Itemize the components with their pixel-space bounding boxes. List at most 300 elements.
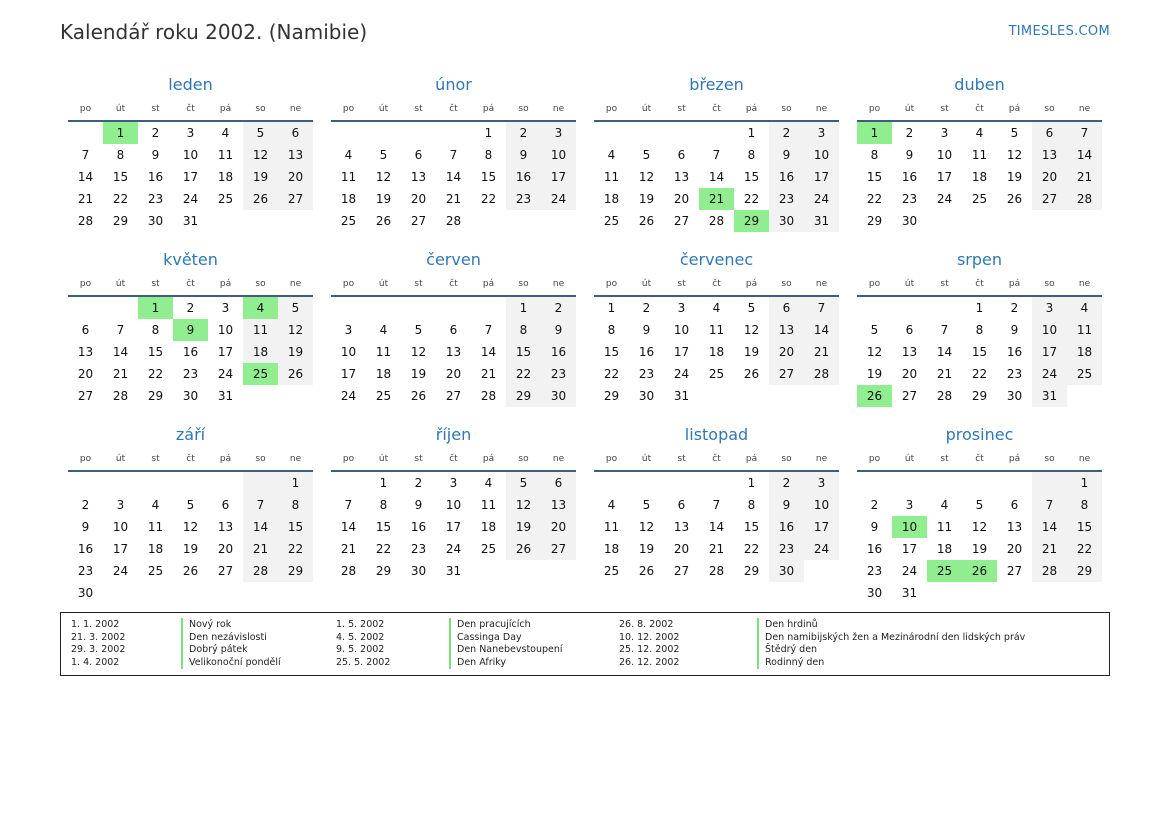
- days-grid: [857, 122, 1102, 232]
- day-cell: 23: [769, 538, 804, 560]
- day-cell: 28: [1032, 560, 1067, 582]
- holiday-name: Den hrdinů: [757, 618, 818, 631]
- day-cell: 7: [81, 148, 90, 162]
- day-cell: 5: [975, 498, 984, 512]
- day-cell: 21: [1032, 538, 1067, 560]
- empty-cell: [997, 472, 1032, 494]
- day-cell: 30: [1006, 389, 1023, 403]
- day-cell: 16: [506, 166, 541, 188]
- day-cell: 25: [375, 389, 392, 403]
- weekday-label: čt: [186, 104, 195, 114]
- day-cell: 13: [673, 170, 690, 184]
- day-cell: 22: [278, 538, 313, 560]
- day-cell: 12: [243, 144, 278, 166]
- day-cell: 1: [278, 472, 313, 494]
- day-cell: 17: [1032, 341, 1067, 363]
- weekday-label: ne: [815, 279, 828, 289]
- day-cell: 8: [870, 148, 879, 162]
- day-cell: 17: [673, 345, 690, 359]
- day-cell: 8: [379, 498, 388, 512]
- weekday-header: [594, 273, 839, 297]
- weekday-label: so: [518, 104, 529, 114]
- day-cell: 20: [541, 516, 576, 538]
- day-cell: 7: [243, 494, 278, 516]
- day-cell: 30: [77, 586, 94, 600]
- day-cell: 20: [1032, 166, 1067, 188]
- day-cell: 19: [182, 542, 199, 556]
- day-cell: 26: [278, 363, 313, 385]
- weekday-label: út: [115, 454, 126, 464]
- holiday-name: Nový rok: [181, 618, 231, 631]
- weekday-label: po: [605, 454, 618, 464]
- day-cell: 19: [866, 367, 883, 381]
- day-cell: 30: [182, 389, 199, 403]
- day-cell: 31: [901, 586, 918, 600]
- empty-cell: [1067, 582, 1102, 604]
- day-cell: 9: [1010, 323, 1019, 337]
- day-cell: 8: [506, 319, 541, 341]
- empty-cell: [629, 472, 664, 494]
- day-cell: 11: [480, 498, 497, 512]
- weekday-label: so: [255, 104, 266, 114]
- days-grid: [594, 472, 839, 582]
- weekday-label: pá: [482, 454, 495, 464]
- day-cell: 12: [182, 520, 199, 534]
- day-cell: 15: [866, 170, 883, 184]
- empty-cell: [1032, 582, 1067, 604]
- weekday-label: ne: [815, 104, 828, 114]
- weekday-header: [857, 273, 1102, 297]
- day-cell: 1: [607, 301, 616, 315]
- day-cell: 6: [449, 323, 458, 337]
- days-grid: [857, 472, 1102, 604]
- day-cell: 28: [1067, 188, 1102, 210]
- month-0: [68, 72, 313, 247]
- day-cell: 24: [804, 538, 839, 560]
- empty-cell: [471, 560, 506, 582]
- day-cell: 6: [905, 323, 914, 337]
- day-cell: 19: [743, 345, 760, 359]
- day-cell: 11: [217, 148, 234, 162]
- day-cell: 12: [278, 319, 313, 341]
- day-cell: 14: [804, 319, 839, 341]
- day-cell: 1: [484, 126, 493, 140]
- empty-cell: [331, 122, 366, 144]
- weekday-label: st: [940, 454, 949, 464]
- month-name: červenec: [679, 250, 754, 269]
- day-cell: 10: [936, 148, 953, 162]
- day-cell: 23: [541, 363, 576, 385]
- weekday-label: so: [518, 279, 529, 289]
- day-cell: 18: [217, 170, 234, 184]
- day-cell: 14: [340, 520, 357, 534]
- day-cell: 17: [541, 166, 576, 188]
- day-cell: 14: [480, 345, 497, 359]
- day-cell: 8: [1067, 494, 1102, 516]
- day-cell: 16: [541, 341, 576, 363]
- day-cell: 28: [243, 560, 278, 582]
- day-cell: 24: [217, 367, 234, 381]
- day-cell: 28: [936, 389, 953, 403]
- month-1: [331, 72, 576, 247]
- day-cell: 12: [638, 520, 655, 534]
- day-cell: 15: [1067, 516, 1102, 538]
- day-cell: 25: [708, 367, 725, 381]
- day-cell: 14: [77, 170, 94, 184]
- month-name: prosinec: [945, 425, 1014, 444]
- holiday-name: Dobrý pátek: [181, 643, 248, 656]
- weekday-label: st: [414, 279, 423, 289]
- day-cell: 9: [541, 319, 576, 341]
- holiday-date: 1. 1. 2002: [71, 619, 120, 630]
- day-cell: 26: [506, 538, 541, 560]
- day-cell: 31: [804, 210, 839, 232]
- day-cell: 20: [217, 542, 234, 556]
- day-cell: 25: [971, 192, 988, 206]
- day-cell: 26: [410, 389, 427, 403]
- day-cell: 9: [642, 323, 651, 337]
- empty-cell: [68, 297, 103, 319]
- day-cell: 5: [642, 148, 651, 162]
- day-cell: 9: [506, 144, 541, 166]
- weekday-header: [68, 273, 313, 297]
- weekday-label: pá: [745, 279, 758, 289]
- holiday-name: Den Afriky: [449, 656, 506, 669]
- day-cell: 3: [449, 476, 458, 490]
- day-cell: 29: [375, 564, 392, 578]
- day-cell: 4: [712, 301, 721, 315]
- day-cell: 19: [375, 192, 392, 206]
- day-cell: 28: [480, 389, 497, 403]
- empty-cell: [804, 385, 839, 407]
- day-cell: 22: [147, 367, 164, 381]
- day-cell: 21: [340, 542, 357, 556]
- day-cell: 6: [677, 498, 686, 512]
- weekday-label: čt: [449, 454, 458, 464]
- day-cell: 27: [278, 188, 313, 210]
- empty-cell: [1067, 210, 1102, 232]
- day-cell: 18: [708, 345, 725, 359]
- day-cell: 6: [1010, 498, 1019, 512]
- day-cell: 10: [112, 520, 129, 534]
- day-cell: 12: [638, 170, 655, 184]
- day-cell: 22: [112, 192, 129, 206]
- day-cell: 27: [1006, 564, 1023, 578]
- empty-cell: [331, 472, 366, 494]
- day-cell: 29: [278, 560, 313, 582]
- day-cell: 29: [147, 389, 164, 403]
- day-cell: 2: [541, 297, 576, 319]
- day-cell: 18: [375, 367, 392, 381]
- day-cell: 4: [344, 148, 353, 162]
- weekday-header: [857, 98, 1102, 122]
- day-cell: 2: [769, 472, 804, 494]
- day-cell: 19: [278, 341, 313, 363]
- weekday-label: út: [115, 104, 126, 114]
- day-cell: 3: [1032, 297, 1067, 319]
- day-cell: 25: [340, 214, 357, 228]
- weekday-label: ne: [289, 454, 302, 464]
- weekday-label: čt: [449, 279, 458, 289]
- day-cell: 9: [81, 520, 90, 534]
- empty-cell: [208, 582, 243, 604]
- weekday-label: čt: [712, 279, 721, 289]
- holiday-date: 1. 4. 2002: [71, 656, 120, 668]
- day-cell: 28: [708, 214, 725, 228]
- day-cell: 31: [182, 214, 199, 228]
- day-cell: 21: [77, 192, 94, 206]
- day-cell: 5: [186, 498, 195, 512]
- empty-cell: [594, 472, 629, 494]
- day-cell: 27: [1032, 188, 1067, 210]
- day-cell: 4: [379, 323, 388, 337]
- day-cell: 11: [971, 148, 988, 162]
- day-cell: 19: [243, 166, 278, 188]
- empty-cell: [68, 122, 103, 144]
- day-cell: 30: [541, 385, 576, 407]
- day-cell: 30: [769, 560, 804, 582]
- empty-cell: [804, 560, 839, 582]
- holiday-name: Den namibijských žen a Mezinárodní den lidských práv: [757, 631, 1025, 644]
- weekday-label: po: [79, 104, 92, 114]
- empty-cell: [103, 472, 138, 494]
- month-9: [331, 422, 576, 597]
- month-name: listopad: [684, 425, 749, 444]
- weekday-label: čt: [712, 454, 721, 464]
- empty-cell: [962, 582, 997, 604]
- day-cell: 18: [603, 542, 620, 556]
- weekday-label: pá: [1008, 454, 1021, 464]
- weekday-label: st: [677, 104, 686, 114]
- day-cell: 24: [936, 192, 953, 206]
- weekday-label: pá: [219, 279, 232, 289]
- days-grid: [68, 122, 313, 232]
- weekday-label: út: [641, 279, 652, 289]
- weekday-label: po: [868, 279, 881, 289]
- day-cell: 26: [638, 214, 655, 228]
- day-cell: 28: [804, 363, 839, 385]
- weekday-label: so: [1044, 104, 1055, 114]
- weekday-label: čt: [186, 279, 195, 289]
- day-cell: 29: [112, 214, 129, 228]
- day-cell: 26: [638, 564, 655, 578]
- day-cell: 24: [182, 192, 199, 206]
- day-cell: 3: [940, 126, 949, 140]
- day-cell: 6: [81, 323, 90, 337]
- empty-cell: [927, 210, 962, 232]
- weekday-label: so: [1044, 279, 1055, 289]
- day-cell: 21: [804, 341, 839, 363]
- day-cell: 30: [147, 214, 164, 228]
- holiday-date: 10. 12. 2002: [619, 631, 680, 643]
- day-cell: 11: [708, 323, 725, 337]
- day-cell: 21: [445, 192, 462, 206]
- empty-cell: [331, 297, 366, 319]
- weekday-label: pá: [1008, 279, 1021, 289]
- day-cell: 15: [971, 345, 988, 359]
- empty-cell: [401, 297, 436, 319]
- empty-cell: [173, 582, 208, 604]
- empty-cell: [541, 560, 576, 582]
- day-cell: 13: [541, 494, 576, 516]
- weekday-label: so: [255, 279, 266, 289]
- weekday-label: pá: [745, 454, 758, 464]
- days-grid: [331, 472, 576, 582]
- weekday-label: ne: [552, 279, 565, 289]
- day-cell: 17: [217, 345, 234, 359]
- month-2: [594, 72, 839, 247]
- day-cell: 26: [182, 564, 199, 578]
- day-cell: 10: [804, 144, 839, 166]
- day-cell: 2: [414, 476, 423, 490]
- month-name: únor: [435, 75, 472, 94]
- days-grid: [594, 297, 839, 407]
- brand-link[interactable]: TIMESLES.COM: [1008, 24, 1110, 39]
- day-cell: 28: [77, 214, 94, 228]
- empty-cell: [401, 122, 436, 144]
- weekday-header: [331, 98, 576, 122]
- empty-cell: [103, 297, 138, 319]
- day-cell: 1: [747, 476, 756, 490]
- month-name: červen: [426, 250, 481, 269]
- empty-cell: [243, 472, 278, 494]
- day-cell: 26: [375, 214, 392, 228]
- day-cell: 27: [673, 214, 690, 228]
- day-cell: 29: [866, 214, 883, 228]
- days-grid: [331, 122, 576, 232]
- day-cell: 27: [410, 214, 427, 228]
- empty-cell: [962, 472, 997, 494]
- day-cell: 19: [410, 367, 427, 381]
- day-cell: 14: [1067, 144, 1102, 166]
- day-cell: 6: [769, 297, 804, 319]
- day-cell: 10: [804, 494, 839, 516]
- day-cell: 20: [278, 166, 313, 188]
- day-cell: 1: [506, 297, 541, 319]
- day-cell: 1: [138, 297, 173, 319]
- day-cell: 11: [147, 520, 164, 534]
- day-cell: 23: [1006, 367, 1023, 381]
- empty-cell: [278, 582, 313, 604]
- weekday-label: út: [378, 104, 389, 114]
- day-cell: 23: [638, 367, 655, 381]
- day-cell: 11: [243, 319, 278, 341]
- day-cell: 28: [708, 564, 725, 578]
- day-cell: 9: [151, 148, 160, 162]
- weekday-label: ne: [1078, 279, 1091, 289]
- day-cell: 31: [1032, 385, 1067, 407]
- day-cell: 4: [1067, 297, 1102, 319]
- day-cell: 14: [445, 170, 462, 184]
- month-name: září: [175, 425, 206, 444]
- empty-cell: [366, 297, 401, 319]
- weekday-header: [331, 448, 576, 472]
- day-cell: 3: [905, 498, 914, 512]
- empty-cell: [699, 122, 734, 144]
- day-cell: 14: [936, 345, 953, 359]
- day-cell: 28: [340, 564, 357, 578]
- empty-cell: [699, 472, 734, 494]
- day-cell: 23: [506, 188, 541, 210]
- day-cell: 24: [445, 542, 462, 556]
- month-name: leden: [168, 75, 213, 94]
- weekday-label: so: [781, 454, 792, 464]
- day-cell: 11: [936, 520, 953, 534]
- weekday-label: st: [677, 279, 686, 289]
- day-cell: 18: [243, 341, 278, 363]
- page-title: Kalendář roku 2002. (Namibie): [60, 20, 368, 44]
- weekday-label: pá: [482, 104, 495, 114]
- day-cell: 31: [445, 564, 462, 578]
- day-cell: 6: [677, 148, 686, 162]
- day-cell: 13: [217, 520, 234, 534]
- day-cell: 16: [769, 166, 804, 188]
- day-cell: 12: [1006, 148, 1023, 162]
- day-cell: 18: [480, 520, 497, 534]
- day-cell: 9: [870, 520, 879, 534]
- empty-cell: [629, 122, 664, 144]
- day-cell: 12: [743, 323, 760, 337]
- day-cell: 5: [506, 472, 541, 494]
- day-cell: 15: [480, 170, 497, 184]
- empty-cell: [173, 472, 208, 494]
- day-cell: 12: [971, 520, 988, 534]
- day-cell: 25: [603, 214, 620, 228]
- day-cell: 15: [147, 345, 164, 359]
- day-cell: 30: [638, 389, 655, 403]
- holiday-date: 1. 5. 2002: [336, 619, 385, 630]
- holiday-date: 4. 5. 2002: [336, 631, 385, 643]
- day-cell: 22: [603, 367, 620, 381]
- day-cell: 25: [243, 363, 278, 385]
- holiday-name: Den Nanebevstoupení: [449, 643, 563, 656]
- day-cell: 23: [901, 192, 918, 206]
- empty-cell: [1032, 210, 1067, 232]
- day-cell: 29: [743, 564, 760, 578]
- day-cell: 2: [769, 122, 804, 144]
- day-cell: 8: [747, 148, 756, 162]
- day-cell: 31: [217, 389, 234, 403]
- day-cell: 9: [769, 144, 804, 166]
- day-cell: 15: [603, 345, 620, 359]
- day-cell: 15: [743, 170, 760, 184]
- day-cell: 7: [344, 498, 353, 512]
- day-cell: 26: [743, 367, 760, 381]
- day-cell: 5: [414, 323, 423, 337]
- empty-cell: [594, 122, 629, 144]
- day-cell: 9: [414, 498, 423, 512]
- day-cell: 16: [182, 345, 199, 359]
- holiday-name: Den pracujících: [449, 618, 531, 631]
- day-cell: 30: [410, 564, 427, 578]
- day-cell: 14: [243, 516, 278, 538]
- day-cell: 15: [375, 520, 392, 534]
- day-cell: 16: [866, 542, 883, 556]
- weekday-label: so: [1044, 454, 1055, 464]
- day-cell: 27: [673, 564, 690, 578]
- weekday-label: po: [342, 104, 355, 114]
- empty-cell: [243, 582, 278, 604]
- day-cell: 8: [607, 323, 616, 337]
- empty-cell: [892, 472, 927, 494]
- empty-cell: [506, 560, 541, 582]
- day-cell: 25: [603, 564, 620, 578]
- month-name: srpen: [956, 250, 1003, 269]
- day-cell: 3: [186, 126, 195, 140]
- day-cell: 27: [445, 389, 462, 403]
- weekday-label: po: [868, 104, 881, 114]
- day-cell: 13: [673, 520, 690, 534]
